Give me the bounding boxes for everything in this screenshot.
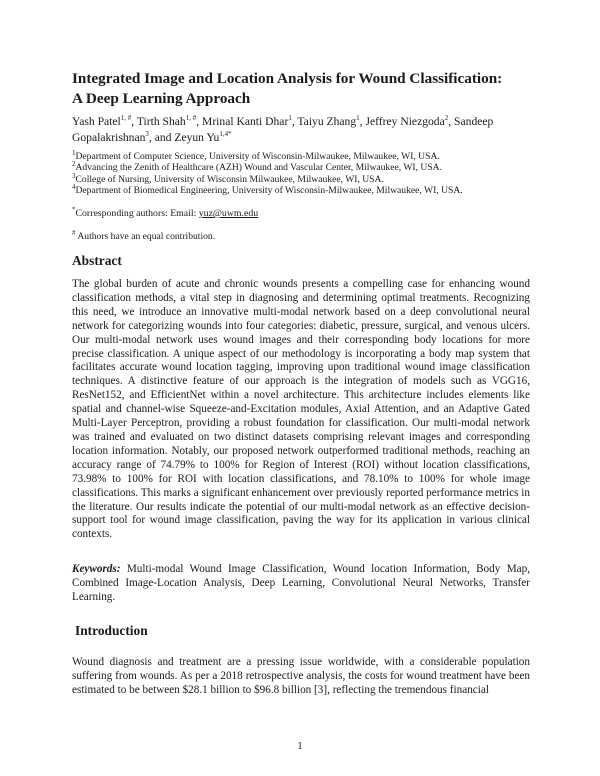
author: Tirth Shah$^{1, \#}$	[136, 114, 197, 128]
page-number: 1	[297, 740, 303, 752]
title-line-2: A Deep Learning Approach	[72, 90, 251, 107]
keywords	[72, 563, 530, 605]
author: Yash Patel$^{1, \#}$	[72, 114, 132, 128]
introduction-heading: Introduction	[75, 623, 148, 638]
author: Sandeep Gopalakrishnan$^3$	[72, 115, 494, 144]
abstract-text: The global burden of acute and chronic wounds presents a compelling case for enhancing wound classification methods, a vital step in diagnosing and determining optimal treatments. Recognizing this need, we introduce an innovative multi-modal network based on a deep convolutional neural network for categorizing wounds into four categories: diabetic, pressure, surgical, and venous ulcers. Our multi-modal network uses wound images and their corresponding body locations for more precise classification. A unique aspect of our methodology is incorporating a body map system that facilitates accurate wound location tagging, improving upon traditional wound image classification techniques. A distinctive feature of our approach is the integration of models such as VGG16, ResNet152, and EfficientNet within a novel architecture. This architecture includes elements like spatial and channel-wise Squeeze-and-Excitation modules, Axial Attention, and an Adaptive Gated Multi-Layer Perceptron, providing a robust foundation for classification. Our multi-modal network was trained and evaluated on two distinct datasets comprising relevant images and corresponding location information. Notably, our proposed network outperformed traditional methods, reaching an accuracy range of 74.79% to 100% for Region of Interest (ROI) without location classifications, 73.98% to 100% for ROI with location classifications, and 78.10% to 100% for whole image classifications. This marks a significant enhancement over previously reported performance metrics in the literature. Our results indicate the potential of our multi-modal network as an effective decision-support tool for wound image classification, paving the way for its application in various clinical contexts.	[72, 278, 530, 541]
equal-contribution-note: # Authors have an equal contribution.	[72, 228, 216, 242]
author: Mrinal Kanti Dhar$^1$	[202, 114, 292, 128]
paper-title	[72, 69, 542, 109]
email-link[interactable]: yuz@uwm.edu	[198, 208, 259, 219]
author-list: Yash Patel$^{1, \#}$, Tirth Shah$^{1, \#}$, Mrinal Kanti Dhar$^1$, Taiyu Zhang$^1$, Jeffrey Niezgoda$^2$, Sandeep Gopalakrishnan$^3$, and Zeyun $Yu^{1,4*}$	[72, 114, 494, 144]
keywords-text: Multi-modal Wound Image Classification, Wound location Information, Body Map, Combined Image-Location Analysis, Deep Learning, Convolutional Neural Networks, Transfer Learning.	[72, 563, 530, 603]
author: Jeffrey Niezgoda$^2$	[365, 114, 449, 128]
title-line-1: Integrated Image and Location Analysis for Wound Classification:	[72, 70, 503, 87]
affiliation: $^1$Department of Computer Science, University of Wisconsin-Milwaukee, Milwaukee, WI, USA.	[72, 148, 440, 162]
abstract-heading: Abstract	[72, 253, 122, 268]
corresponding-author-note: *Corresponding authors: Email: yuz@uwm.edu	[72, 205, 259, 219]
affiliation: $^3$College of Nursing, University of Wisconsin Milwaukee, Milwaukee, WI, USA.	[72, 171, 384, 185]
keywords-label: Keywords:	[72, 563, 121, 575]
affiliation: $^2$Advancing the Zenith of Healthcare (AZH) Wound and Vascular Center, Milwaukee, WI, USA.	[72, 160, 442, 174]
affiliation-list	[72, 148, 542, 197]
author: Taiyu Zhang$^1$	[297, 114, 360, 128]
affiliation: $^4$Department of Biomedical Engineering, University of Wisconsin-Milwaukee, Milwaukee, WI, USA.	[72, 183, 463, 197]
introduction-text: Wound diagnosis and treatment are a pressing issue worldwide, with a considerable population suffering from wounds. As per a 2018 retrospective analysis, the costs for wound treatment have been estimated to be between $28.1 billion to $96.8 billion [3], reflecting the tremendous financial	[72, 656, 530, 696]
author: Zeyun $Yu^{1,4*}$	[174, 130, 232, 144]
